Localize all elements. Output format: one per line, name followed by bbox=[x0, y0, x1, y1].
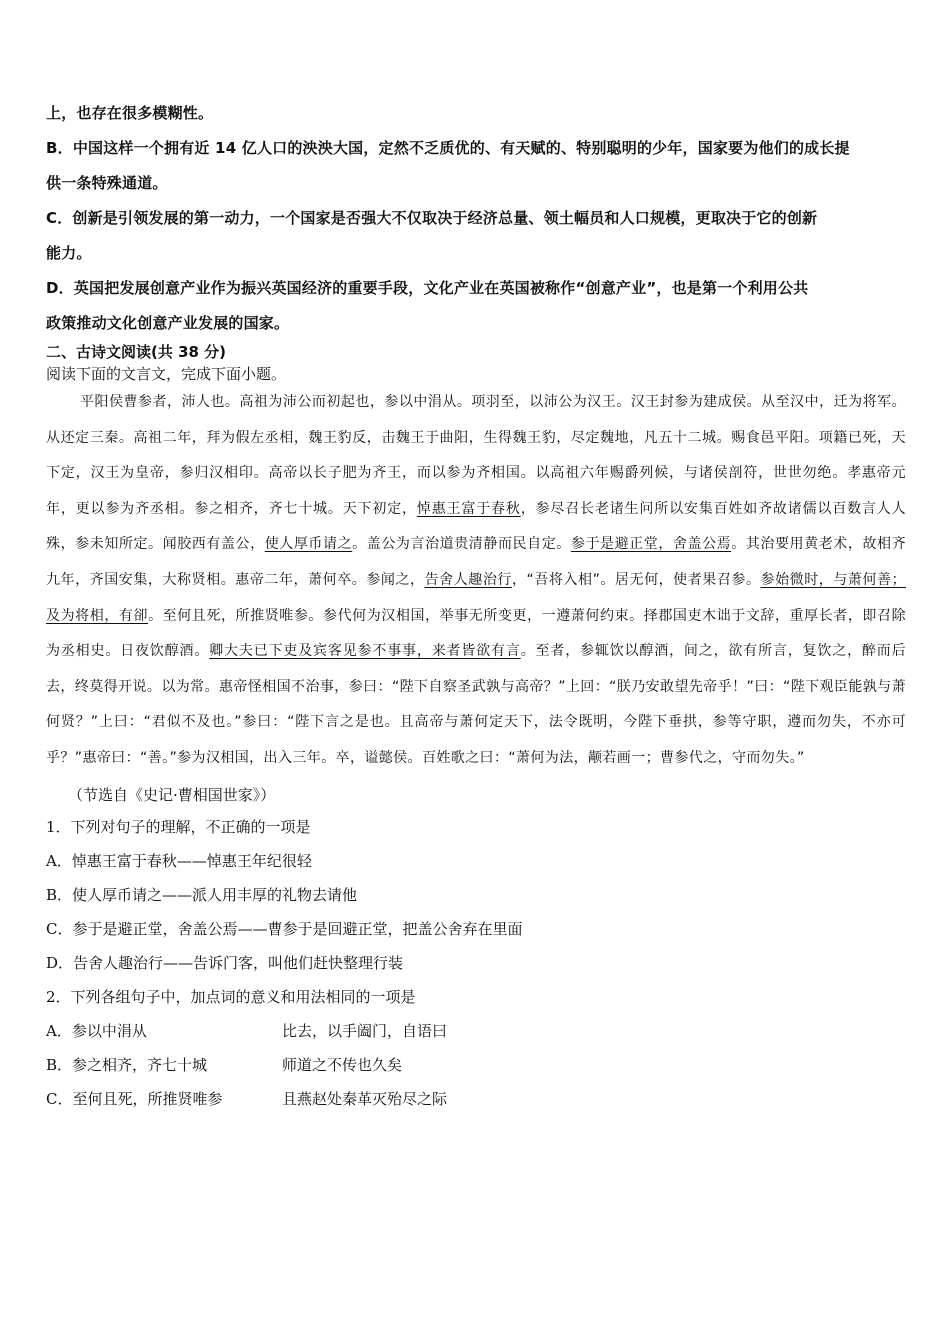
option-a-right: 比去，以手阖门，自语曰 bbox=[282, 1021, 448, 1040]
underlined-sentence-2: 使人厚币请之 bbox=[264, 536, 353, 553]
option-b-left: B．参之相齐，齐七十城 bbox=[46, 1055, 208, 1074]
option-b-right: 师道之不传也久矣 bbox=[282, 1055, 403, 1074]
option-a-tail: 上，也存在很多模糊性。 bbox=[46, 104, 214, 122]
section-title: 二、古诗文阅读(共 38 分) bbox=[46, 343, 227, 361]
underlined-sentence-5: 参始微时，与萧何善；及为将相，有卻 bbox=[46, 571, 906, 624]
underlined-sentence-3: 参于是避正堂，舍盖公焉 bbox=[570, 536, 732, 553]
option-c-line1: C．创新是引领发展的第一动力，一个国家是否强大不仅取决于经济总量、领土幅员和人口规模，更取决于它的创新 bbox=[46, 209, 818, 227]
question-1-option-a: A．悼惠王富于春秋——悼惠王年纪很轻 bbox=[46, 851, 312, 870]
section-instruction: 阅读下面的文言文，完成下面小题。 bbox=[46, 365, 287, 383]
question-2-option-c bbox=[46, 1082, 906, 1116]
question-2-option-b bbox=[46, 1048, 906, 1082]
option-c-right: 且燕赵处秦革灭殆尽之际 bbox=[282, 1089, 448, 1108]
option-d-line2: 政策推动文化创意产业发展的国家。 bbox=[46, 314, 290, 332]
option-b-line1: B．中国这样一个拥有近 14 亿人口的泱泱大国，定然不乏质优的、有天赋的、特别聪明的少年，国家要为他们的成长提 bbox=[46, 139, 850, 157]
question-2-option-a bbox=[46, 1014, 906, 1048]
option-d-line1: D．英国把发展创意产业作为振兴英国经济的重要手段，文化产业在英国被称作“创意产业”，也是第一个利用公共 bbox=[46, 279, 809, 297]
question-1-option-b: B．使人厚币请之——派人用丰厚的礼物去请他 bbox=[46, 885, 358, 904]
passage-text-5: ，“吾将入相”。居无何，使者果召参。 bbox=[511, 571, 761, 588]
question-1 bbox=[46, 810, 906, 980]
document-page bbox=[46, 96, 906, 1116]
passage-text-1: 平阳侯曹参者，沛人也。高祖为沛公而初起也，参以中涓从。项羽至，以沛公为汉王。汉王封参为建成侯。从至汉中，迁为将军。从还定三秦。高祖二年，拜为假左丞相，魏王豹反，击魏王于曲阳，生得魏王豹，尽定魏地，凡五十二城。赐食邑平阳。项籍已死，天下定，汉王为皇帝，参归汉相印。高帝以长子肥为齐王，而以参为齐相国。以高祖六年赐爵列候，与诸侯剖符，世世勿绝。孝惠帝元年，更以参为齐丞相。参之相齐，齐七十城。天下初定， bbox=[46, 394, 906, 517]
classical-chinese-passage bbox=[46, 385, 906, 777]
passage-text-3: 。盖公为言治道贵清静而民自定。 bbox=[352, 536, 571, 553]
passage-text-2: ，参尽召长老诸生问所以安集百姓如齐故诸儒以百数言人人殊，参未知所定。闻胶西有盖公， bbox=[46, 500, 906, 553]
option-b-line2: 供一条特殊通道。 bbox=[46, 174, 168, 192]
passage-text-6: 。至何且死，所推贤唯参。参代何为汉相国，举事无所变更，一遵萧何约束。择郡国吏木诎于文辞，重厚长者，即召除为丞相史。日夜饮醇酒。 bbox=[46, 607, 906, 660]
passage-text-4: 。其治要用黄老术，故相齐九年，齐国安集，大称贤相。惠帝二年，萧何卒。参闻之， bbox=[46, 536, 907, 588]
option-c-line2: 能力。 bbox=[46, 244, 92, 262]
underlined-sentence-6: 卿大夫已下吏及宾客见参不事事，来者皆欲有言 bbox=[209, 643, 521, 660]
question-1-option-c: C．参于是避正堂，舍盖公焉——曹参于是回避正堂，把盖公舍弃在里面 bbox=[46, 919, 523, 938]
question-2-stem: 2．下列各组句子中，加点词的意义和用法相同的一项是 bbox=[46, 987, 416, 1006]
question-1-option-d: D．告舍人趣治行——告诉门客，叫他们赶快整理行装 bbox=[46, 953, 404, 972]
underlined-sentence-1: 悼惠王富于春秋 bbox=[416, 500, 521, 517]
previous-question-options bbox=[46, 96, 906, 341]
question-2 bbox=[46, 980, 906, 1116]
option-c-left: C．至何且死，所推贤唯参 bbox=[46, 1089, 223, 1108]
option-a-left: A．参以中涓从 bbox=[46, 1021, 147, 1040]
underlined-sentence-4: 告舍人趣治行 bbox=[424, 571, 512, 588]
passage-text-7: 。至者，参辄饮以醇酒，间之，欲有所言，复饮之，醉而后去，终莫得开说。以为常。惠帝怪相国不治事，参曰：“陛下自察圣武孰与高帝？”上回：“朕乃安敢望先帝乎！”曰：“陛下观臣能孰与萧何贤？”上曰：“君似不及也。”参曰：“陛下言之是也。且高帝与萧何定天下，法令既明，今陛下垂拱，参等守职，遵而勿失，不亦可乎？”惠帝曰：“善。”参为汉相国，出入三年。卒，谥懿侯。百姓歌之曰：“萧何为法，颟若画一；曹参代之，守而勿失。” bbox=[46, 643, 906, 766]
question-1-stem: 1．下列对句子的理解，不正确的一项是 bbox=[46, 817, 311, 836]
passage-source: （节选自《史记·曹相国世家》） bbox=[68, 785, 276, 804]
